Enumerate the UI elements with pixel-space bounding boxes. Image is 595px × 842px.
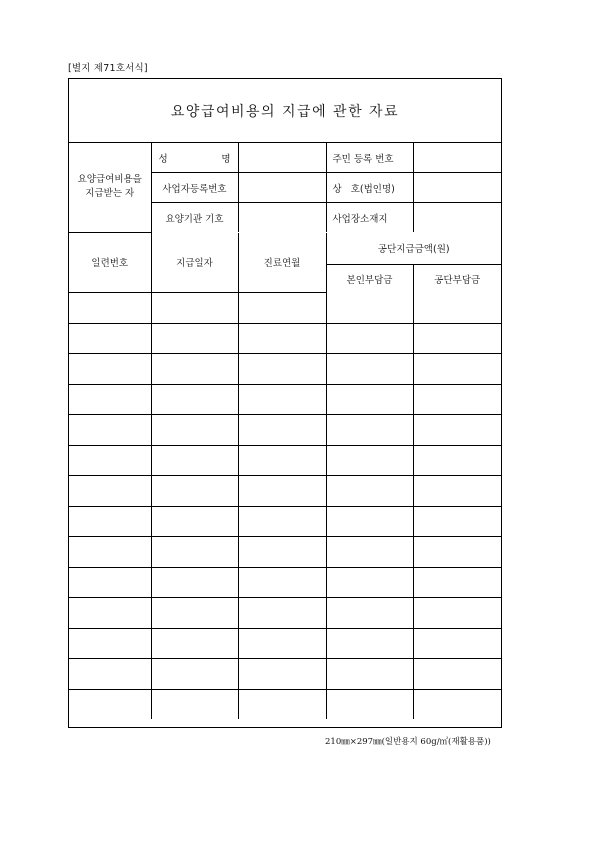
payment-table [69,233,501,720]
self-burden-cell[interactable] [326,567,413,598]
institution-code-field[interactable] [238,203,326,233]
col-header-treat-month: 진료연월 [238,233,326,293]
recipient-info-table [69,143,501,233]
treat-month-cell[interactable] [238,628,326,659]
self-burden-cell[interactable] [326,598,413,629]
trade-name-label: 상 호(법인명) [326,173,413,203]
serial-cell[interactable] [69,445,151,476]
table-row [69,567,501,598]
pay-date-cell[interactable] [151,659,238,690]
self-burden-cell[interactable] [326,354,413,385]
payment-rows [69,293,501,720]
pay-date-cell[interactable] [151,384,238,415]
table-row [69,293,501,324]
pay-date-cell[interactable] [151,567,238,598]
serial-cell[interactable] [69,628,151,659]
self-burden-cell[interactable] [326,445,413,476]
corp-burden-cell[interactable] [413,384,501,415]
table-row [69,445,501,476]
table-row [69,537,501,568]
col-header-corp-burden: 공단부담금 [413,264,501,293]
self-burden-cell[interactable] [326,476,413,507]
pay-date-cell[interactable] [151,689,238,719]
table-row [69,384,501,415]
serial-cell[interactable] [69,506,151,537]
self-burden-cell[interactable] [326,628,413,659]
pay-date-cell[interactable] [151,323,238,354]
treat-month-cell[interactable] [238,323,326,354]
self-burden-cell[interactable] [326,323,413,354]
corp-burden-cell[interactable] [413,445,501,476]
corp-burden-cell[interactable] [413,567,501,598]
recipient-section-label: 요양급여비용을 지급받는 자 [69,143,151,232]
corp-burden-cell[interactable] [413,689,501,719]
trade-name-field[interactable] [413,173,501,203]
self-burden-cell[interactable] [326,506,413,537]
pay-date-cell[interactable] [151,628,238,659]
serial-cell[interactable] [69,415,151,446]
serial-cell[interactable] [69,384,151,415]
serial-cell[interactable] [69,598,151,629]
institution-code-label: 요양기관 기호 [151,203,238,233]
business-address-field[interactable] [413,203,501,233]
pay-date-cell[interactable] [151,506,238,537]
corp-burden-cell[interactable] [413,537,501,568]
treat-month-cell[interactable] [238,506,326,537]
business-reg-label: 사업자등록번호 [151,173,238,203]
treat-month-cell[interactable] [238,384,326,415]
corp-burden-cell[interactable] [413,354,501,385]
serial-cell[interactable] [69,689,151,719]
table-row [69,354,501,385]
pay-date-cell[interactable] [151,598,238,629]
form-number-label: [별지 제71호서식] [68,63,148,74]
self-burden-cell[interactable] [326,537,413,568]
serial-cell[interactable] [69,323,151,354]
table-row [69,598,501,629]
name-label: 성 명 [151,143,238,173]
table-row [69,628,501,659]
serial-cell[interactable] [69,659,151,690]
resident-no-field[interactable] [413,143,501,173]
paper-size-note: 210㎜×297㎜(일반용지 60g/㎡(재활용품)) [325,737,491,747]
treat-month-cell[interactable] [238,415,326,446]
self-burden-cell[interactable] [326,293,413,324]
serial-cell[interactable] [69,354,151,385]
pay-date-cell[interactable] [151,415,238,446]
corp-burden-cell[interactable] [413,415,501,446]
self-burden-cell[interactable] [326,384,413,415]
pay-date-cell[interactable] [151,293,238,324]
table-row [69,323,501,354]
table-row [69,659,501,690]
col-header-amount-group: 공단지급금액(원) [326,233,501,265]
pay-date-cell[interactable] [151,476,238,507]
table-row [69,506,501,537]
serial-cell[interactable] [69,293,151,324]
treat-month-cell[interactable] [238,567,326,598]
serial-cell[interactable] [69,537,151,568]
table-row [69,476,501,507]
col-header-pay-date: 지급일자 [151,233,238,293]
col-header-self-burden: 본인부담금 [326,264,413,293]
self-burden-cell[interactable] [326,689,413,719]
serial-cell[interactable] [69,476,151,507]
resident-no-label: 주민 등록 번호 [326,143,413,173]
treat-month-cell[interactable] [238,354,326,385]
table-row [69,415,501,446]
form-container [68,78,502,728]
corp-burden-cell[interactable] [413,598,501,629]
pay-date-cell[interactable] [151,537,238,568]
pay-date-cell[interactable] [151,354,238,385]
pay-date-cell[interactable] [151,445,238,476]
treat-month-cell[interactable] [238,476,326,507]
corp-burden-cell[interactable] [413,476,501,507]
form-title: 요양급여비용의 지급에 관한 자료 [69,79,501,143]
treat-month-cell[interactable] [238,659,326,690]
col-header-serial: 일련번호 [69,233,151,293]
treat-month-cell[interactable] [238,689,326,719]
business-reg-field[interactable] [238,173,326,203]
treat-month-cell[interactable] [238,445,326,476]
self-burden-cell[interactable] [326,415,413,446]
corp-burden-cell[interactable] [413,628,501,659]
treat-month-cell[interactable] [238,293,326,324]
business-address-label: 사업장소재지 [326,203,413,233]
name-field[interactable] [238,143,326,173]
self-burden-cell[interactable] [326,659,413,690]
treat-month-cell[interactable] [238,537,326,568]
table-row [69,689,501,719]
corp-burden-cell[interactable] [413,323,501,354]
treat-month-cell[interactable] [238,598,326,629]
corp-burden-cell[interactable] [413,659,501,690]
corp-burden-cell[interactable] [413,506,501,537]
serial-cell[interactable] [69,567,151,598]
corp-burden-cell[interactable] [413,293,501,324]
